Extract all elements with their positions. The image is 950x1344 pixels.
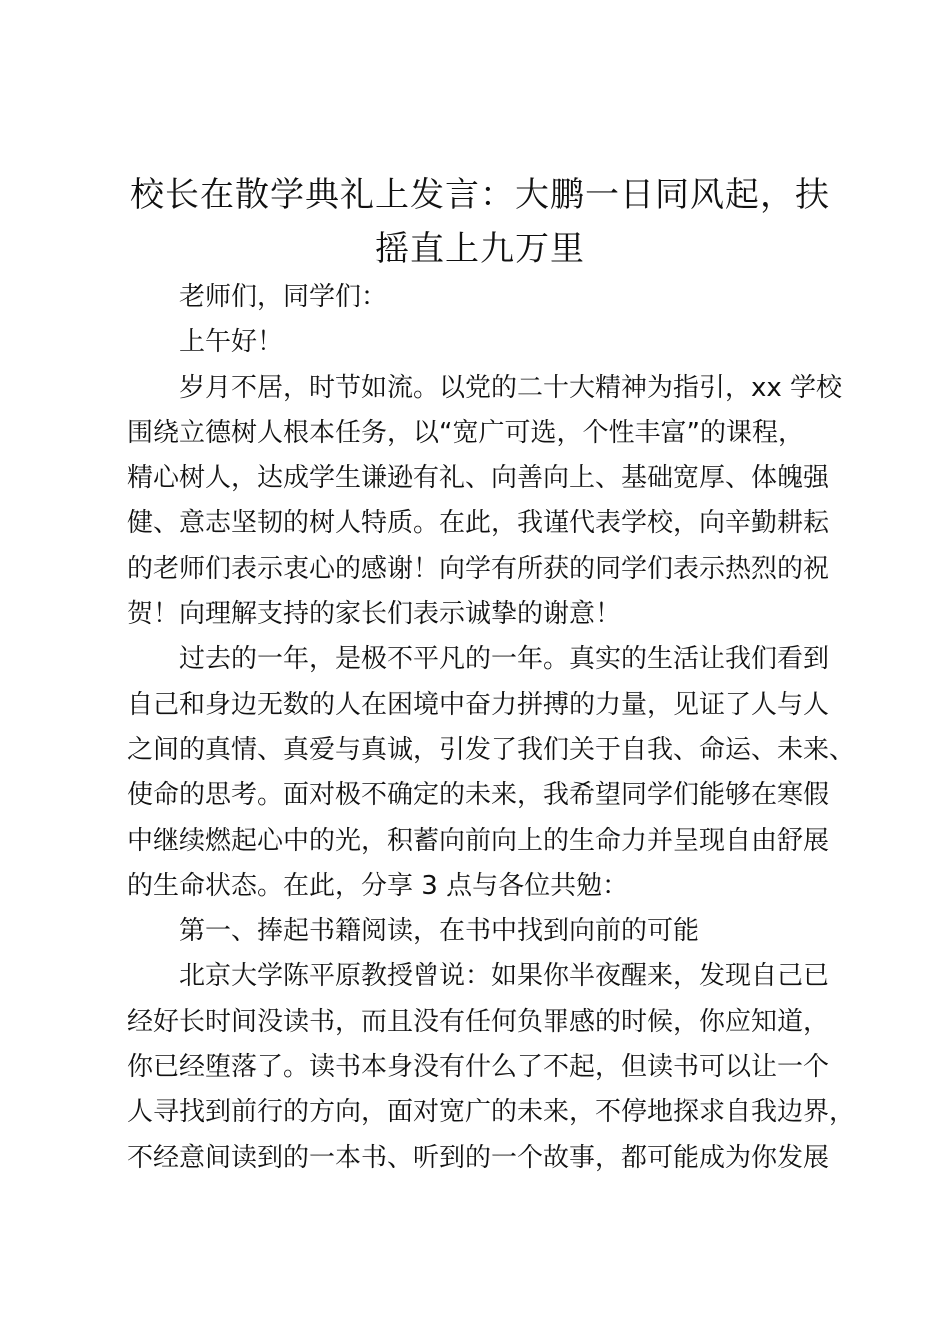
text-line: 的老师们表示衷心的感谢！向学有所获的同学们表示热烈的祝	[127, 553, 830, 584]
text-line: 人寻找到前行的方向，面对宽广的未来，不停地探求自我边界，	[127, 1097, 856, 1128]
text-line: 精心树人，达成学生谦逊有礼、向善向上、基础宽厚、体魄强	[127, 463, 830, 494]
text-line: 北京大学陈平原教授曾说：如果你半夜醒来，发现自己已	[179, 961, 830, 992]
text-line: 使命的思考。面对极不确定的未来，我希望同学们能够在寒假	[127, 780, 830, 811]
text-line: 上午好！	[179, 327, 284, 358]
text-line: 老师们，同学们：	[179, 282, 388, 312]
text-line: 围绕立德树人根本任务，以“宽广可选，个性丰富”的课程，	[127, 417, 804, 448]
text-line: 岁月不居，时节如流。以党的二十大精神为指引，xx 学校	[179, 372, 843, 403]
text-line: 贺！向理解支持的家长们表示诚挚的谢意！	[127, 599, 622, 630]
text-line: 中继续燃起心中的光，积蓄向前向上的生命力并呈现自由舒展	[127, 825, 830, 856]
text-line: 的生命状态。在此，分享 3 点与各位共勉：	[127, 870, 629, 901]
text-line: 健、意志坚韧的树人特质。在此，我谨代表学校，向辛勤耕耘	[127, 508, 830, 539]
document-title	[110, 168, 850, 276]
text-line: 不经意间读到的一本书、听到的一个故事，都可能成为你发展	[127, 1142, 830, 1173]
title-line-1: 校长在散学典礼上发言：大鹏一日同风起，扶	[130, 175, 830, 215]
document-body	[127, 275, 856, 1181]
text-line: 你已经堕落了。读书本身没有什么了不起，但读书可以让一个	[127, 1052, 830, 1083]
text-line: 经好长时间没读书，而且没有任何负罪感的时候，你应知道，	[127, 1006, 830, 1037]
title-line-2: 摇直上九万里	[375, 229, 585, 269]
text-line: 第一、捧起书籍阅读，在书中找到向前的可能	[179, 916, 700, 947]
text-line: 自己和身边无数的人在困境中奋力拼搏的力量，见证了人与人	[127, 689, 830, 720]
text-line: 之间的真情、真爱与真诚，引发了我们关于自我、命运、未来、	[127, 734, 856, 765]
text-line: 过去的一年，是极不平凡的一年。真实的生活让我们看到	[179, 644, 830, 675]
